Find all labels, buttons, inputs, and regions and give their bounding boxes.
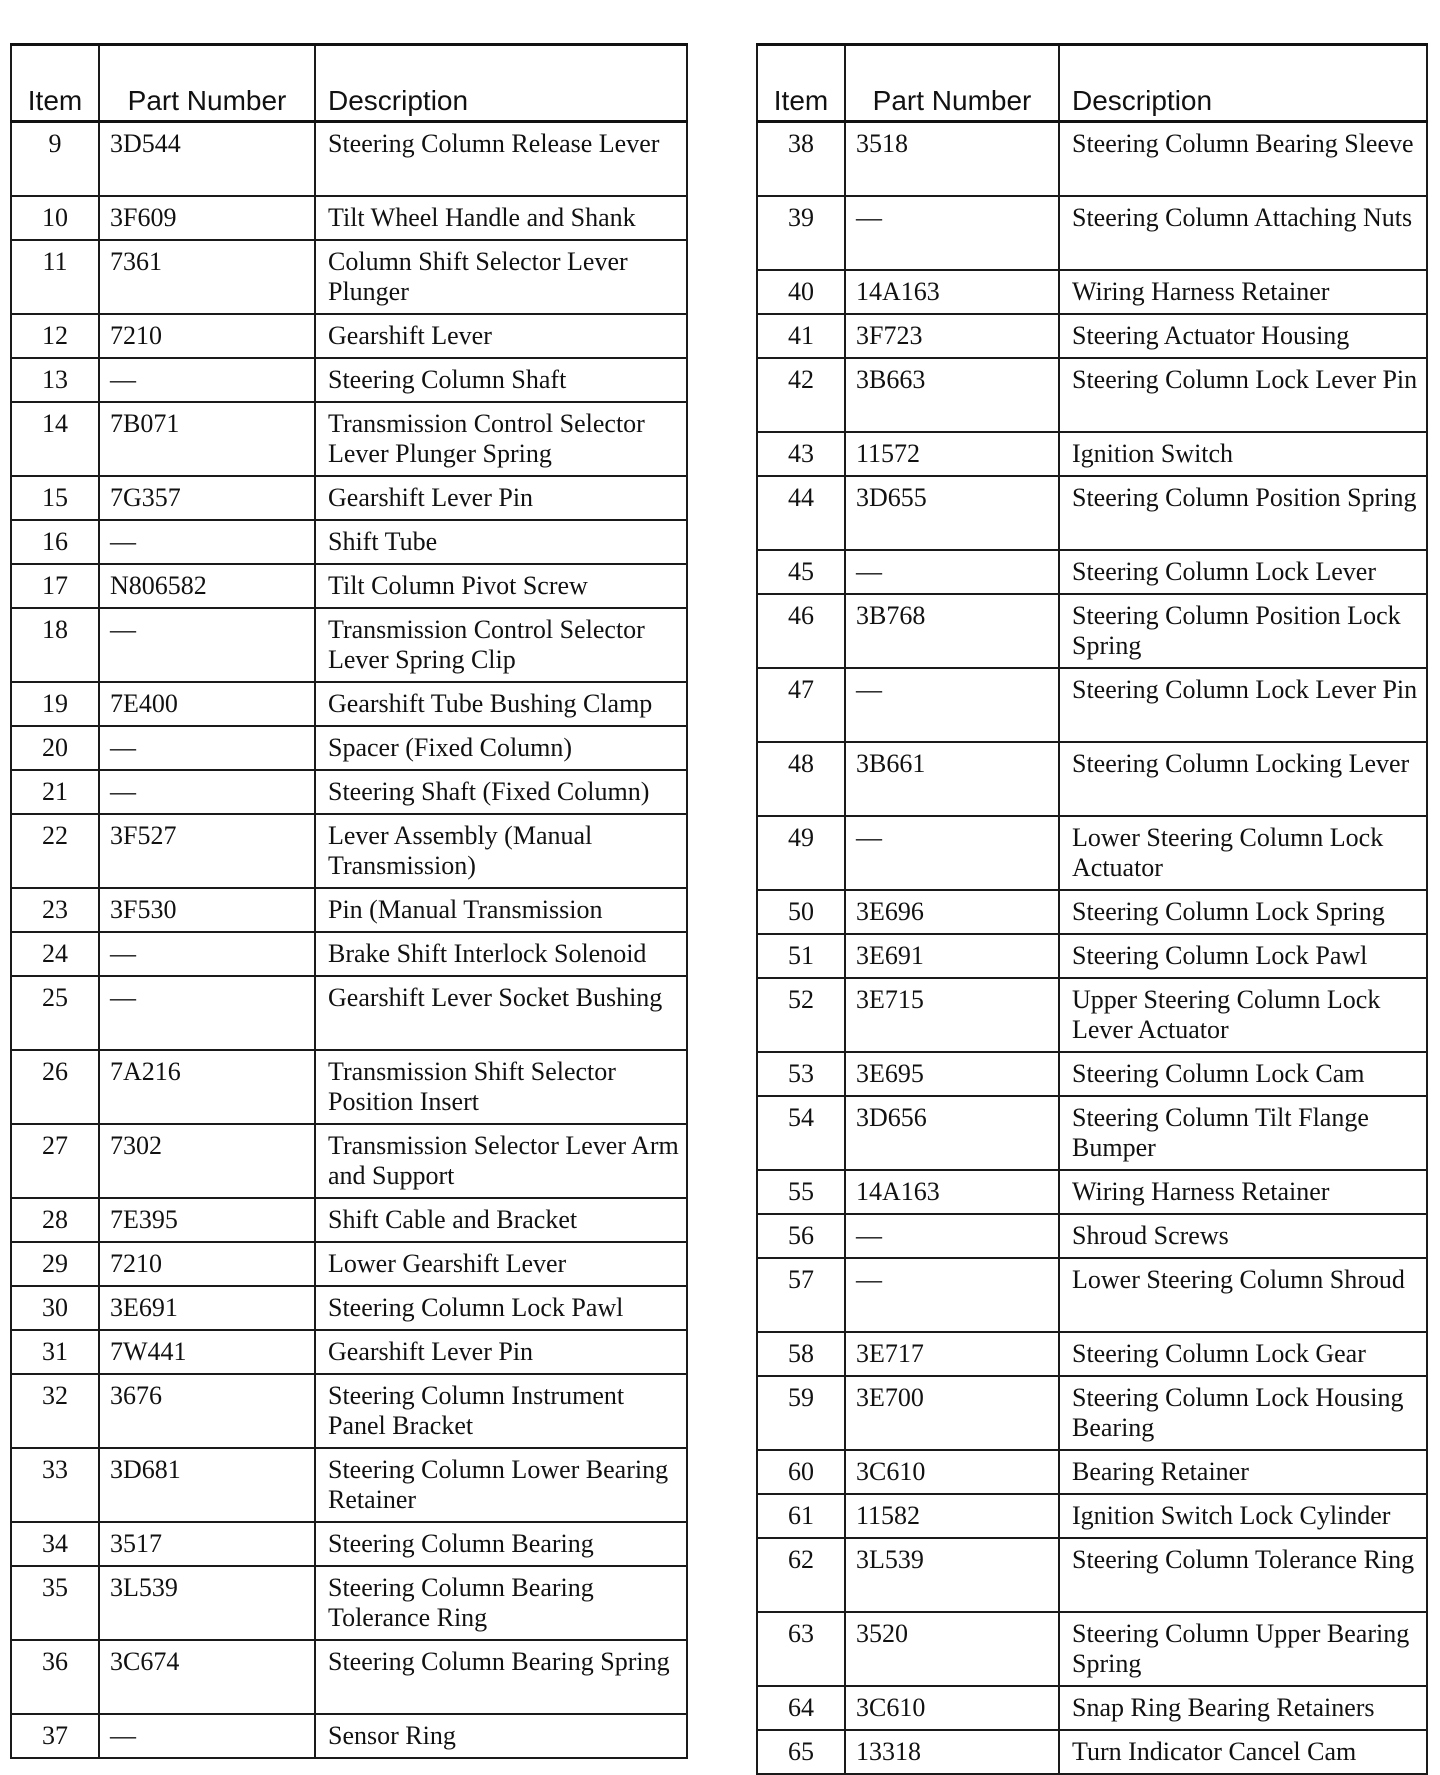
table-row	[11, 1374, 687, 1448]
table-row	[11, 196, 687, 240]
part-number: 3E695	[845, 1052, 1059, 1096]
part-description: Steering Actuator Housing	[1059, 314, 1427, 358]
part-number: 7361	[99, 240, 315, 314]
table-row	[11, 1330, 687, 1374]
table-row	[757, 1214, 1427, 1258]
table-row	[757, 1052, 1427, 1096]
part-number: —	[99, 520, 315, 564]
table-row	[11, 564, 687, 608]
part-number: 3F530	[99, 888, 315, 932]
part-description: Gearshift Lever	[315, 314, 687, 358]
part-description: Transmission Control Selector Lever Plunger Spring	[315, 402, 687, 476]
part-number: —	[99, 976, 315, 1050]
table-row	[11, 1448, 687, 1522]
part-number: 3E715	[845, 978, 1059, 1052]
item-number: 28	[11, 1198, 99, 1242]
item-number: 61	[757, 1494, 845, 1538]
part-number: 3D544	[99, 122, 315, 197]
part-description: Steering Column Position Lock Spring	[1059, 594, 1427, 668]
part-number: —	[99, 770, 315, 814]
part-description: Spacer (Fixed Column)	[315, 726, 687, 770]
part-description: Steering Column Lock Pawl	[1059, 934, 1427, 978]
part-description: Steering Column Bearing Sleeve	[1059, 122, 1427, 197]
part-description: Lever Assembly (Manual Transmission)	[315, 814, 687, 888]
part-number: 3C610	[845, 1686, 1059, 1730]
part-number: —	[99, 1714, 315, 1758]
part-number: —	[845, 550, 1059, 594]
table-row	[11, 932, 687, 976]
parts-table-right	[756, 43, 1428, 1775]
table-row	[757, 122, 1427, 197]
part-description: Steering Column Bearing	[315, 1522, 687, 1566]
item-number: 17	[11, 564, 99, 608]
part-description: Shift Tube	[315, 520, 687, 564]
part-number: 3517	[99, 1522, 315, 1566]
parts-table-left	[10, 43, 688, 1759]
part-number: —	[845, 668, 1059, 742]
part-number: 7302	[99, 1124, 315, 1198]
part-description: Wiring Harness Retainer	[1059, 270, 1427, 314]
part-number: 3C610	[845, 1450, 1059, 1494]
part-number: 3B661	[845, 742, 1059, 816]
part-number: N806582	[99, 564, 315, 608]
table-row	[757, 550, 1427, 594]
part-number: 3F723	[845, 314, 1059, 358]
part-number: 3L539	[845, 1538, 1059, 1612]
part-number: 3E691	[845, 934, 1059, 978]
item-number: 31	[11, 1330, 99, 1374]
item-number: 56	[757, 1214, 845, 1258]
part-number: 7210	[99, 314, 315, 358]
part-number: 3D656	[845, 1096, 1059, 1170]
item-number: 50	[757, 890, 845, 934]
table-row	[11, 520, 687, 564]
part-number: 7W441	[99, 1330, 315, 1374]
part-description: Pin (Manual Transmission	[315, 888, 687, 932]
part-number: 3D655	[845, 476, 1059, 550]
table-row	[11, 1242, 687, 1286]
item-number: 64	[757, 1686, 845, 1730]
part-description: Steering Column Tolerance Ring	[1059, 1538, 1427, 1612]
part-number: 11582	[845, 1494, 1059, 1538]
item-number: 36	[11, 1640, 99, 1714]
item-number: 33	[11, 1448, 99, 1522]
item-number: 45	[757, 550, 845, 594]
part-description: Shift Cable and Bracket	[315, 1198, 687, 1242]
part-description: Steering Column Instrument Panel Bracket	[315, 1374, 687, 1448]
table-row	[11, 888, 687, 932]
part-description: Transmission Control Selector Lever Spring Clip	[315, 608, 687, 682]
part-description: Steering Shaft (Fixed Column)	[315, 770, 687, 814]
table-row	[757, 1170, 1427, 1214]
part-number: 3E700	[845, 1376, 1059, 1450]
item-number: 24	[11, 932, 99, 976]
item-number: 19	[11, 682, 99, 726]
part-description: Steering Column Lock Spring	[1059, 890, 1427, 934]
item-number: 29	[11, 1242, 99, 1286]
part-description: Turn Indicator Cancel Cam	[1059, 1730, 1427, 1774]
table-row	[757, 358, 1427, 432]
item-number: 40	[757, 270, 845, 314]
part-number: —	[99, 358, 315, 402]
table-row	[757, 742, 1427, 816]
part-number: —	[99, 932, 315, 976]
item-number: 34	[11, 1522, 99, 1566]
part-description: Snap Ring Bearing Retainers	[1059, 1686, 1427, 1730]
part-number: 7E395	[99, 1198, 315, 1242]
item-number: 11	[11, 240, 99, 314]
table-row	[11, 314, 687, 358]
table-row	[11, 122, 687, 197]
table-row	[11, 1522, 687, 1566]
header-part-number: Part Number	[845, 45, 1059, 122]
table-row	[757, 1686, 1427, 1730]
table-row	[757, 934, 1427, 978]
table-row	[757, 314, 1427, 358]
item-number: 26	[11, 1050, 99, 1124]
part-number: 7G357	[99, 476, 315, 520]
item-number: 23	[11, 888, 99, 932]
table-row	[11, 1050, 687, 1124]
table-row	[757, 668, 1427, 742]
table-row	[757, 1258, 1427, 1332]
item-number: 37	[11, 1714, 99, 1758]
table-row	[11, 1124, 687, 1198]
table-row	[11, 476, 687, 520]
part-description: Lower Steering Column Shroud	[1059, 1258, 1427, 1332]
item-number: 41	[757, 314, 845, 358]
header-description: Description	[1059, 45, 1427, 122]
part-description: Transmission Selector Lever Arm and Support	[315, 1124, 687, 1198]
item-number: 59	[757, 1376, 845, 1450]
part-number: —	[99, 608, 315, 682]
table-row	[11, 1198, 687, 1242]
item-number: 12	[11, 314, 99, 358]
part-description: Steering Column Upper Bearing Spring	[1059, 1612, 1427, 1686]
table-row	[11, 1566, 687, 1640]
part-number: 3518	[845, 122, 1059, 197]
part-number: —	[845, 1258, 1059, 1332]
part-description: Steering Column Bearing Tolerance Ring	[315, 1566, 687, 1640]
part-description: Gearshift Lever Pin	[315, 476, 687, 520]
table-row	[757, 594, 1427, 668]
part-description: Upper Steering Column Lock Lever Actuator	[1059, 978, 1427, 1052]
part-description: Steering Column Tilt Flange Bumper	[1059, 1096, 1427, 1170]
item-number: 49	[757, 816, 845, 890]
item-number: 57	[757, 1258, 845, 1332]
item-number: 53	[757, 1052, 845, 1096]
part-description: Steering Column Shaft	[315, 358, 687, 402]
item-number: 27	[11, 1124, 99, 1198]
part-description: Bearing Retainer	[1059, 1450, 1427, 1494]
table-row	[757, 196, 1427, 270]
item-number: 48	[757, 742, 845, 816]
item-number: 22	[11, 814, 99, 888]
item-number: 38	[757, 122, 845, 197]
part-number: 3E691	[99, 1286, 315, 1330]
item-number: 21	[11, 770, 99, 814]
part-number: 3F609	[99, 196, 315, 240]
part-description: Steering Column Release Lever	[315, 122, 687, 197]
item-number: 65	[757, 1730, 845, 1774]
part-description: Steering Column Position Spring	[1059, 476, 1427, 550]
item-number: 44	[757, 476, 845, 550]
item-number: 43	[757, 432, 845, 476]
header-row	[11, 45, 687, 122]
item-number: 60	[757, 1450, 845, 1494]
part-description: Ignition Switch	[1059, 432, 1427, 476]
part-number: 13318	[845, 1730, 1059, 1774]
header-part-number: Part Number	[99, 45, 315, 122]
part-description: Steering Column Attaching Nuts	[1059, 196, 1427, 270]
part-description: Steering Column Lock Lever Pin	[1059, 668, 1427, 742]
part-number: 7E400	[99, 682, 315, 726]
table-row	[11, 814, 687, 888]
part-number: 14A163	[845, 1170, 1059, 1214]
part-number: 3F527	[99, 814, 315, 888]
header-item: Item	[757, 45, 845, 122]
part-description: Steering Column Lock Lever Pin	[1059, 358, 1427, 432]
item-number: 13	[11, 358, 99, 402]
item-number: 16	[11, 520, 99, 564]
part-description: Brake Shift Interlock Solenoid	[315, 932, 687, 976]
item-number: 20	[11, 726, 99, 770]
item-number: 25	[11, 976, 99, 1050]
table-row	[11, 1286, 687, 1330]
table-row	[757, 890, 1427, 934]
item-number: 58	[757, 1332, 845, 1376]
part-description: Gearshift Lever Socket Bushing	[315, 976, 687, 1050]
item-number: 18	[11, 608, 99, 682]
table-row	[11, 402, 687, 476]
table-row	[11, 976, 687, 1050]
part-description: Steering Column Lock Pawl	[315, 1286, 687, 1330]
part-description: Steering Column Lock Cam	[1059, 1052, 1427, 1096]
part-number: 3520	[845, 1612, 1059, 1686]
table-row	[11, 608, 687, 682]
item-number: 55	[757, 1170, 845, 1214]
part-description: Ignition Switch Lock Cylinder	[1059, 1494, 1427, 1538]
table-row	[757, 1538, 1427, 1612]
part-number: 11572	[845, 432, 1059, 476]
table-row	[757, 978, 1427, 1052]
table-row	[11, 770, 687, 814]
item-number: 9	[11, 122, 99, 197]
header-item: Item	[11, 45, 99, 122]
part-description: Steering Column Locking Lever	[1059, 742, 1427, 816]
part-number: 3B768	[845, 594, 1059, 668]
part-description: Gearshift Lever Pin	[315, 1330, 687, 1374]
part-description: Steering Column Lock Gear	[1059, 1332, 1427, 1376]
item-number: 10	[11, 196, 99, 240]
part-number: 7B071	[99, 402, 315, 476]
item-number: 39	[757, 196, 845, 270]
table-row	[757, 1332, 1427, 1376]
part-number: 3B663	[845, 358, 1059, 432]
table-row	[757, 1450, 1427, 1494]
item-number: 14	[11, 402, 99, 476]
table-row	[757, 1096, 1427, 1170]
table-row	[757, 432, 1427, 476]
part-number: 3C674	[99, 1640, 315, 1714]
part-description: Lower Gearshift Lever	[315, 1242, 687, 1286]
part-number: 3E717	[845, 1332, 1059, 1376]
item-number: 54	[757, 1096, 845, 1170]
part-number: —	[845, 816, 1059, 890]
table-row	[11, 682, 687, 726]
item-number: 46	[757, 594, 845, 668]
table-row	[11, 358, 687, 402]
item-number: 51	[757, 934, 845, 978]
part-number: 7A216	[99, 1050, 315, 1124]
part-number: 3E696	[845, 890, 1059, 934]
part-number: 3D681	[99, 1448, 315, 1522]
item-number: 32	[11, 1374, 99, 1448]
part-description: Shroud Screws	[1059, 1214, 1427, 1258]
part-number: —	[845, 1214, 1059, 1258]
part-description: Sensor Ring	[315, 1714, 687, 1758]
table-row	[11, 726, 687, 770]
item-number: 62	[757, 1538, 845, 1612]
part-number: —	[99, 726, 315, 770]
part-description: Tilt Column Pivot Screw	[315, 564, 687, 608]
part-number: 3676	[99, 1374, 315, 1448]
table-row	[757, 1730, 1427, 1774]
part-description: Transmission Shift Selector Position Insert	[315, 1050, 687, 1124]
header-row	[757, 45, 1427, 122]
item-number: 30	[11, 1286, 99, 1330]
part-number: 14A163	[845, 270, 1059, 314]
part-description: Wiring Harness Retainer	[1059, 1170, 1427, 1214]
item-number: 63	[757, 1612, 845, 1686]
part-number: —	[845, 196, 1059, 270]
table-row	[11, 240, 687, 314]
part-description: Steering Column Lock Housing Bearing	[1059, 1376, 1427, 1450]
header-description: Description	[315, 45, 687, 122]
table-row	[757, 1376, 1427, 1450]
table-row	[757, 1612, 1427, 1686]
table-row	[757, 816, 1427, 890]
part-number: 7210	[99, 1242, 315, 1286]
table-row	[757, 270, 1427, 314]
part-description: Tilt Wheel Handle and Shank	[315, 196, 687, 240]
table-row	[757, 476, 1427, 550]
item-number: 42	[757, 358, 845, 432]
part-description: Lower Steering Column Lock Actuator	[1059, 816, 1427, 890]
part-description: Column Shift Selector Lever Plunger	[315, 240, 687, 314]
part-description: Steering Column Lock Lever	[1059, 550, 1427, 594]
item-number: 35	[11, 1566, 99, 1640]
part-number: 3L539	[99, 1566, 315, 1640]
part-description: Steering Column Bearing Spring	[315, 1640, 687, 1714]
part-description: Steering Column Lower Bearing Retainer	[315, 1448, 687, 1522]
table-row	[11, 1714, 687, 1758]
item-number: 15	[11, 476, 99, 520]
part-description: Gearshift Tube Bushing Clamp	[315, 682, 687, 726]
item-number: 47	[757, 668, 845, 742]
table-row	[11, 1640, 687, 1714]
table-row	[757, 1494, 1427, 1538]
item-number: 52	[757, 978, 845, 1052]
